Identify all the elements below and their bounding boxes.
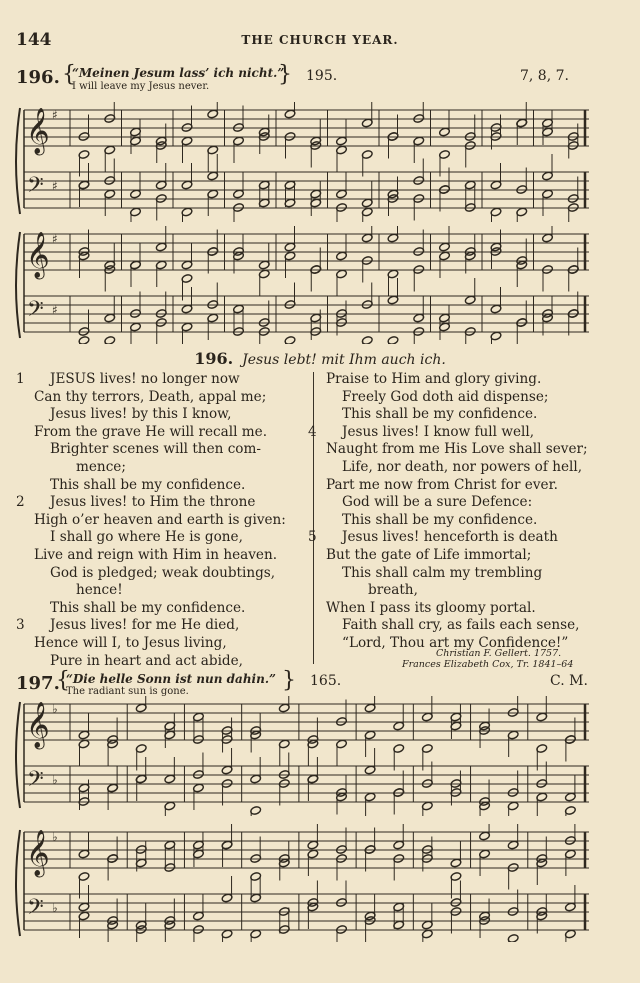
verse-line bbox=[14, 635, 310, 653]
verse-line bbox=[306, 529, 606, 547]
verse-line bbox=[306, 582, 606, 600]
verse-text: Jesus lives! for me He died, bbox=[50, 617, 240, 634]
verse-line bbox=[306, 459, 606, 477]
verse-line bbox=[14, 371, 310, 389]
verse-line bbox=[306, 389, 606, 407]
verse-number: 1 bbox=[16, 371, 25, 387]
hymn-196-title bbox=[0, 349, 640, 368]
music-system-2 bbox=[14, 226, 594, 344]
verse-line bbox=[14, 459, 310, 477]
brace-left: { bbox=[62, 62, 76, 87]
verse-text: Jesus lives! henceforth is death bbox=[342, 529, 558, 546]
key-signature: ♭ bbox=[52, 773, 58, 787]
verse-number: 4 bbox=[308, 423, 317, 440]
tune-reference: 195. bbox=[306, 68, 338, 84]
verse-text: Faith shall cry, as fails each sense, bbox=[342, 617, 580, 634]
system-brace bbox=[16, 702, 20, 808]
music-system-1 bbox=[14, 102, 594, 222]
verse-text: God is pledged; weak doubtings, bbox=[50, 564, 276, 581]
hymn-title-text: Jesus lebt! mit Ihm auch ich. bbox=[242, 352, 446, 368]
verse-text: This shall calm my trembling bbox=[342, 564, 543, 581]
verse-number: 5 bbox=[308, 529, 317, 546]
verse-text: Pure in heart and act abide, bbox=[50, 652, 243, 669]
verse-line bbox=[14, 441, 310, 459]
verse-line bbox=[306, 406, 606, 424]
verse-line bbox=[306, 477, 606, 495]
verse-line bbox=[14, 477, 310, 495]
tune-german-title: “Die helle Sonn ist nun dahin.” bbox=[66, 672, 276, 686]
tune-number: 197. bbox=[16, 673, 60, 694]
system-brace bbox=[16, 830, 20, 936]
verse-text: From the grave He will recall me. bbox=[34, 423, 268, 440]
verse-text: High o’er heaven and earth is given: bbox=[34, 511, 286, 528]
verse-text: Jesus lives! by this I know, bbox=[50, 406, 232, 423]
key-signature: ♭ bbox=[52, 702, 58, 716]
verse-text: Praise to Him and glory giving. bbox=[326, 371, 542, 387]
verse-line bbox=[14, 512, 310, 530]
verse-text: Naught from me His Love shall sever; bbox=[326, 441, 588, 458]
verse-text: Brighter scenes will then com- bbox=[50, 441, 261, 458]
tune-meter: 7, 8, 7. bbox=[520, 68, 569, 84]
brace-right: } bbox=[278, 62, 292, 87]
treble-clef-icon: 𝄞 bbox=[26, 232, 50, 278]
key-signature: ♯ bbox=[52, 232, 58, 246]
verse-line bbox=[14, 494, 310, 512]
tune-number: 196. bbox=[16, 67, 60, 88]
verse-text: JESUS lives! no longer now bbox=[50, 371, 240, 387]
verse-text: Jesus lives! to Him the throne bbox=[50, 494, 256, 511]
verses-right-column bbox=[306, 371, 606, 653]
verse-line bbox=[14, 529, 310, 547]
verse-line bbox=[14, 406, 310, 424]
verse-line bbox=[306, 424, 606, 442]
verse-line bbox=[306, 512, 606, 530]
tune-english-title: I will leave my Jesus never. bbox=[72, 81, 210, 92]
verse-text: mence; bbox=[76, 458, 126, 475]
verse-line bbox=[14, 600, 310, 618]
hymn-number: 196. bbox=[194, 349, 234, 368]
key-signature: ♭ bbox=[52, 830, 58, 844]
verse-line bbox=[14, 565, 310, 583]
verse-line bbox=[14, 617, 310, 635]
music-system-3 bbox=[14, 696, 594, 816]
treble-clef-icon: 𝄞 bbox=[26, 830, 50, 876]
verse-line bbox=[306, 371, 606, 389]
key-signature: ♯ bbox=[52, 108, 58, 122]
bass-clef-icon: 𝄢 bbox=[27, 173, 44, 203]
verse-text: Can thy terrors, Death, appal me; bbox=[34, 388, 267, 405]
verse-line bbox=[306, 494, 606, 512]
key-signature: ♯ bbox=[52, 303, 58, 317]
verse-number: 2 bbox=[16, 494, 25, 511]
verse-text: Freely God doth aid dispense; bbox=[342, 388, 549, 405]
verse-line bbox=[306, 547, 606, 565]
treble-clef-icon: 𝄞 bbox=[26, 108, 50, 154]
verse-text: God will be a sure Defence: bbox=[342, 494, 533, 511]
author-attribution: Christian F. Gellert. 1757. bbox=[436, 648, 562, 659]
verse-text: hence! bbox=[76, 582, 123, 599]
verse-text: Life, nor death, nor powers of hell, bbox=[342, 458, 583, 475]
verse-line bbox=[306, 600, 606, 618]
tune-meter: C. M. bbox=[550, 673, 588, 689]
verse-number: 3 bbox=[16, 617, 25, 634]
page-number: 144 bbox=[16, 30, 52, 50]
verse-text: Live and reign with Him in heaven. bbox=[34, 546, 278, 563]
bass-clef-icon: 𝄢 bbox=[27, 767, 44, 797]
verse-text: This shall be my confidence. bbox=[342, 511, 538, 528]
verse-line bbox=[306, 565, 606, 583]
treble-clef-icon: 𝄞 bbox=[26, 702, 50, 748]
verse-text: I shall go where He is gone, bbox=[50, 529, 243, 546]
verse-text: Part me now from Christ for ever. bbox=[326, 476, 558, 493]
system-brace bbox=[16, 232, 20, 338]
running-head: THE CHURCH YEAR. bbox=[241, 33, 399, 47]
verse-text: This shall be my confidence. bbox=[50, 599, 246, 616]
verse-text: Jesus lives! I know full well, bbox=[342, 423, 535, 440]
brace-left: { bbox=[56, 668, 70, 693]
key-signature: ♯ bbox=[52, 179, 58, 193]
verse-text: This shall be my confidence. bbox=[50, 476, 246, 493]
bass-clef-icon: 𝄢 bbox=[27, 895, 44, 925]
verse-text: But the gate of Life immortal; bbox=[326, 546, 532, 563]
verse-line bbox=[14, 582, 310, 600]
verse-line bbox=[14, 424, 310, 442]
verse-line bbox=[14, 547, 310, 565]
verse-text: When I pass its gloomy portal. bbox=[326, 599, 536, 616]
verse-text: breath, bbox=[368, 582, 418, 599]
verse-line bbox=[306, 441, 606, 459]
verses-left-column bbox=[14, 371, 310, 670]
bass-clef-icon: 𝄢 bbox=[27, 297, 44, 327]
music-system-4 bbox=[14, 824, 594, 942]
verse-text: Hence will I, to Jesus living, bbox=[34, 634, 227, 651]
translator-attribution: Frances Elizabeth Cox, Tr. 1841–64 bbox=[402, 659, 574, 670]
brace-right: } bbox=[282, 668, 296, 693]
tune-english-title: The radiant sun is gone. bbox=[66, 686, 189, 697]
tune-196-heading bbox=[16, 64, 626, 100]
system-brace bbox=[16, 108, 20, 214]
tune-reference: 165. bbox=[310, 673, 342, 689]
verse-text: “Lord, Thou art my Confidence!” bbox=[342, 634, 569, 651]
key-signature: ♭ bbox=[52, 901, 58, 915]
tune-german-title: “Meinen Jesum lass’ ich nicht.” bbox=[72, 66, 285, 80]
verse-line bbox=[14, 389, 310, 407]
verse-text: This shall be my confidence. bbox=[342, 406, 538, 423]
verse-line bbox=[306, 617, 606, 635]
